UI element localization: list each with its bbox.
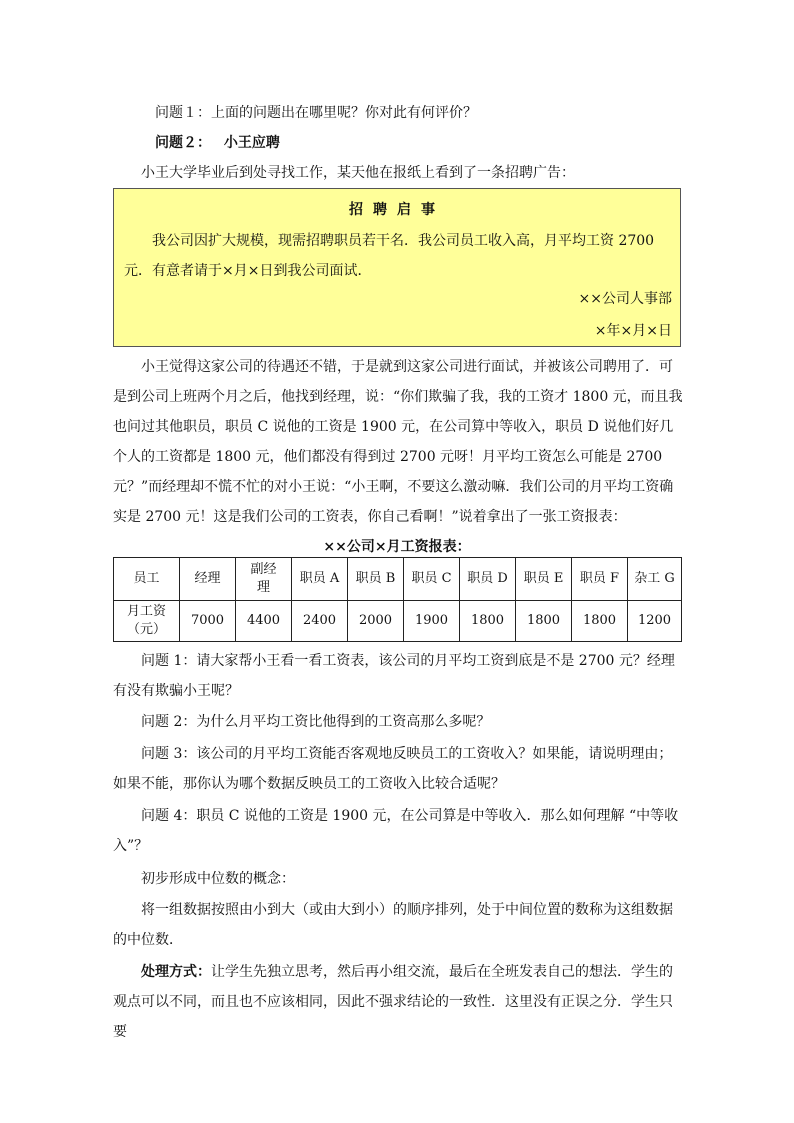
question-2-title: 小王应聘 [223, 135, 280, 151]
question-para-1: 问题 1：请大家帮小王看一看工资表，该公司的月平均工资到底是不是 2700 元？经理有没有欺骗小王呢？ [113, 653, 675, 699]
value-cell: 4400 [236, 601, 292, 642]
value-cell: 1800 [516, 601, 572, 642]
salary-table-title: ××公司×月工资报表： [323, 539, 471, 555]
notice-title: 招聘启事 [349, 202, 445, 218]
job-notice-box [113, 188, 681, 347]
question-para-2: 问题 2：为什么月平均工资比他得到的工资高那么多呢？ [141, 714, 491, 730]
table-row [114, 601, 682, 642]
value-cell: 1200 [628, 601, 682, 642]
salary-table [113, 557, 682, 642]
header-cell: 职员 D [460, 558, 516, 601]
value-cell: 1800 [572, 601, 628, 642]
header-cell: 副经理 [236, 558, 292, 601]
value-cell: 7000 [180, 601, 236, 642]
row-label-cell: 月工资（元） [114, 601, 180, 642]
header-cell: 职员 B [348, 558, 404, 601]
concept-definition: 将一组数据按照由小到大（或由大到小）的顺序排列，处于中间位置的数称为这组数据的中位数． [113, 902, 673, 948]
notice-signature: ××公司人事部 [578, 291, 672, 307]
question-2-label: 问题２： [155, 135, 211, 151]
method-label: 处理方式： [141, 964, 211, 980]
value-cell: 1800 [460, 601, 516, 642]
concept-heading: 初步形成中位数的概念： [141, 871, 295, 887]
question-2-line [155, 131, 280, 155]
header-cell: 职员 F [572, 558, 628, 601]
story-intro: 小王大学毕业后到处寻找工作，某天他在报纸上看到了一条招聘广告： [141, 165, 575, 181]
question-para-3: 问题 3：该公司的月平均工资能否客观地反映员工的工资收入？如果能，请说明理由；如果不能，那你认为哪个数据反映员工的工资收入比较合适呢？ [113, 746, 673, 792]
method-paragraph [113, 957, 683, 1047]
header-cell: 杂工 G [628, 558, 682, 601]
table-header-row [114, 558, 682, 601]
question-1-line: 问题１：上面的问题出在哪里呢？你对此有何评价？ [155, 105, 477, 121]
header-cell: 职员 A [292, 558, 348, 601]
header-cell: 职员 C [404, 558, 460, 601]
header-cell: 经理 [180, 558, 236, 601]
header-cell: 员工 [114, 558, 180, 601]
question-para-4: 问题 4：职员 C 说他的工资是 1900 元，在公司算是中等收入．那么如何理解 “中等收入”？ [113, 808, 679, 854]
narrative-paragraph: 小王觉得这家公司的待遇还不错，于是就到这家公司进行面试，并被该公司聘用了．可是到公司上班两个月之后，他找到经理，说：“你们欺骗了我，我的工资才 1800 元，而且我也问过其他职员，职员 C 说他的工资是 1900 元，在公司算中等收入，职员 D 说他们好几个人的工资都是 1800 元，他们都没有得到过 2700 元呀！月平均工资怎么可能是 2700 元？”而经理却不慌不忙的对小王说：“小王啊，不要这么激动嘛．我们公司的月平均工资确实是 2700 元！这是我们公司的工资表，你自己看啊！”说着拿出了一张工资报表： [113, 359, 683, 525]
value-cell: 1900 [404, 601, 460, 642]
notice-body: 我公司因扩大规模，现需招聘职员若干名．我公司员工收入高，月平均工资 2700 元．有意者请于×月×日到我公司面试． [124, 233, 655, 279]
header-cell: 职员 E [516, 558, 572, 601]
method-text: 让学生先独立思考，然后再小组交流，最后在全班发表自己的想法．学生的观点可以不同，而且也不应该相同，因此不强求结论的一致性．这里没有正误之分．学生只要 [113, 964, 673, 1040]
notice-date: ×年×月×日 [594, 323, 672, 339]
value-cell: 2400 [292, 601, 348, 642]
value-cell: 2000 [348, 601, 404, 642]
